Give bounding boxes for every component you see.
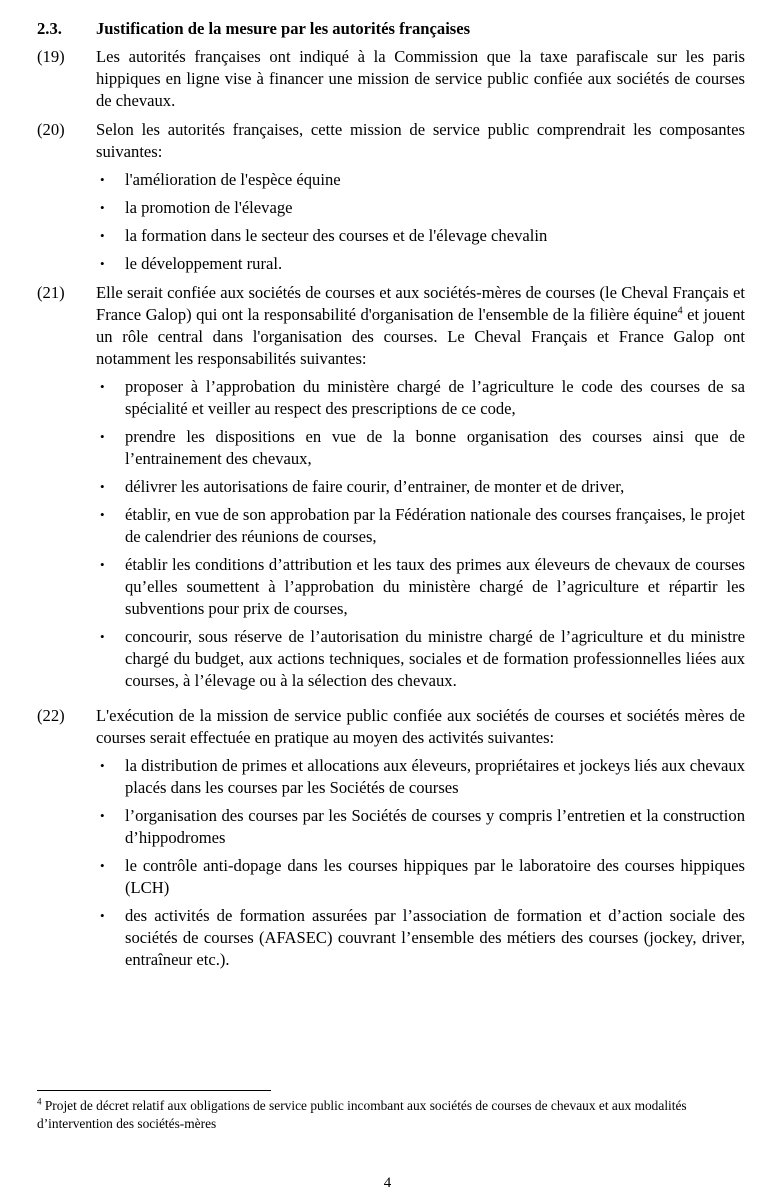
bullet-icon: • <box>100 908 105 923</box>
bullet-icon: • <box>100 629 105 644</box>
list-item: • l'amélioration de l'espèce équine <box>96 169 745 191</box>
section-number: 2.3. <box>37 19 62 38</box>
bullet-icon: • <box>100 200 105 215</box>
footnote-number: 4 <box>37 1096 42 1107</box>
document-page <box>37 18 745 978</box>
paragraph-label: (22) <box>37 706 65 725</box>
bullet-icon: • <box>100 758 105 773</box>
list-item: • la distribution de primes et allocations aux éleveurs, propriétaires et jockeys liés aux chevaux placés dans les courses par les Sociétés de courses <box>96 755 745 799</box>
footnote-separator <box>37 1090 271 1091</box>
list-item: • prendre les dispositions en vue de la bonne organisation des courses ainsi que de l’entrainement des chevaux, <box>96 426 745 470</box>
bullet-icon: • <box>100 379 105 394</box>
bullet-icon: • <box>100 228 105 243</box>
paragraph-text: Selon les autorités françaises, cette mission de service public comprendrait les composantes suivantes: <box>96 120 745 161</box>
bullet-icon: • <box>100 479 105 494</box>
section-title: Justification de la mesure par les autorités françaises <box>96 19 471 38</box>
paragraph-label: (19) <box>37 47 65 66</box>
footnote-text: Projet de décret relatif aux obligations de service public incombant aux sociétés de courses de chevaux et aux modalités d’intervention des sociétés-mères <box>37 1098 687 1131</box>
list-item: • établir, en vue de son approbation par la Fédération nationale des courses françaises, le projet de calendrier des réunions de courses, <box>96 504 745 548</box>
list-item: • la formation dans le secteur des courses et de l'élevage chevalin <box>96 225 745 247</box>
list-item: • des activités de formation assurées par l’association de formation et d’action sociale des sociétés de courses (AFASEC) couvrant l’ensemble des métiers des courses (jockey, driver, entraîneur etc.). <box>96 905 745 971</box>
list-item: • la promotion de l'élevage <box>96 197 745 219</box>
list-item: • proposer à l’approbation du ministère chargé de l’agriculture le code des courses de sa spécialité et veiller au respect des prescriptions de ce code, <box>96 376 745 420</box>
bullet-icon: • <box>100 507 105 522</box>
bullet-icon: • <box>100 172 105 187</box>
page-number: 4 <box>383 1175 392 1191</box>
paragraph-21 <box>37 282 745 692</box>
paragraph-22 <box>37 705 745 971</box>
section-heading <box>37 18 745 40</box>
list-item: • concourir, sous réserve de l’autorisation du ministre chargé de l’agriculture et du ministre chargé du budget, aux actions techniques, sociales et de formation professionnelles liées aux courses, à l’élevage ou à la sélection des chevaux. <box>96 626 745 692</box>
paragraph-text: L'exécution de la mission de service public confiée aux sociétés de courses et sociétés mères de courses serait effectuée en pratique au moyen des activités suivantes: <box>96 706 745 747</box>
bullet-icon: • <box>100 858 105 873</box>
list-item: • établir les conditions d’attribution et les taux des primes aux éleveurs de chevaux de courses qu’elles soumettent à l’approbation du ministère chargé de l’agriculture et répartir les subventions pour prix de courses, <box>96 554 745 620</box>
bullet-list <box>96 376 745 692</box>
bullet-list <box>96 169 745 275</box>
list-item: • l’organisation des courses par les Sociétés de courses y compris l’entretien et la construction d’hippodromes <box>96 805 745 849</box>
bullet-list <box>96 755 745 971</box>
bullet-icon: • <box>100 557 105 572</box>
list-item: • délivrer les autorisations de faire courir, d’entrainer, de monter et de driver, <box>96 476 745 498</box>
footnote-reference[interactable]: 4 <box>677 305 683 317</box>
bullet-icon: • <box>100 808 105 823</box>
list-item: • le développement rural. <box>96 253 745 275</box>
paragraph-20 <box>37 119 745 275</box>
paragraph-19 <box>37 46 745 112</box>
footnote <box>37 1097 757 1133</box>
paragraph-text: Elle serait confiée aux sociétés de courses et aux sociétés-mères de courses (le Cheval Français et France Galop) qui ont la responsabilité d'organisation de l'ensemble de la filière équine$^4$ et jouent un rôle central dans l'organisation des courses. Le Cheval Français et France Galop ont notamment les responsabilités suivantes: <box>96 283 745 368</box>
paragraph-text: Les autorités françaises ont indiqué à la Commission que la taxe parafiscale sur les paris hippiques en ligne vise à financer une mission de service public confiée aux sociétés de courses de chevaux. <box>96 47 745 110</box>
paragraph-label: (20) <box>37 120 65 139</box>
bullet-icon: • <box>100 429 105 444</box>
paragraph-label: (21) <box>37 283 65 302</box>
list-item: • le contrôle anti-dopage dans les courses hippiques par le laboratoire des courses hippiques (LCH) <box>96 855 745 899</box>
bullet-icon: • <box>100 256 105 271</box>
